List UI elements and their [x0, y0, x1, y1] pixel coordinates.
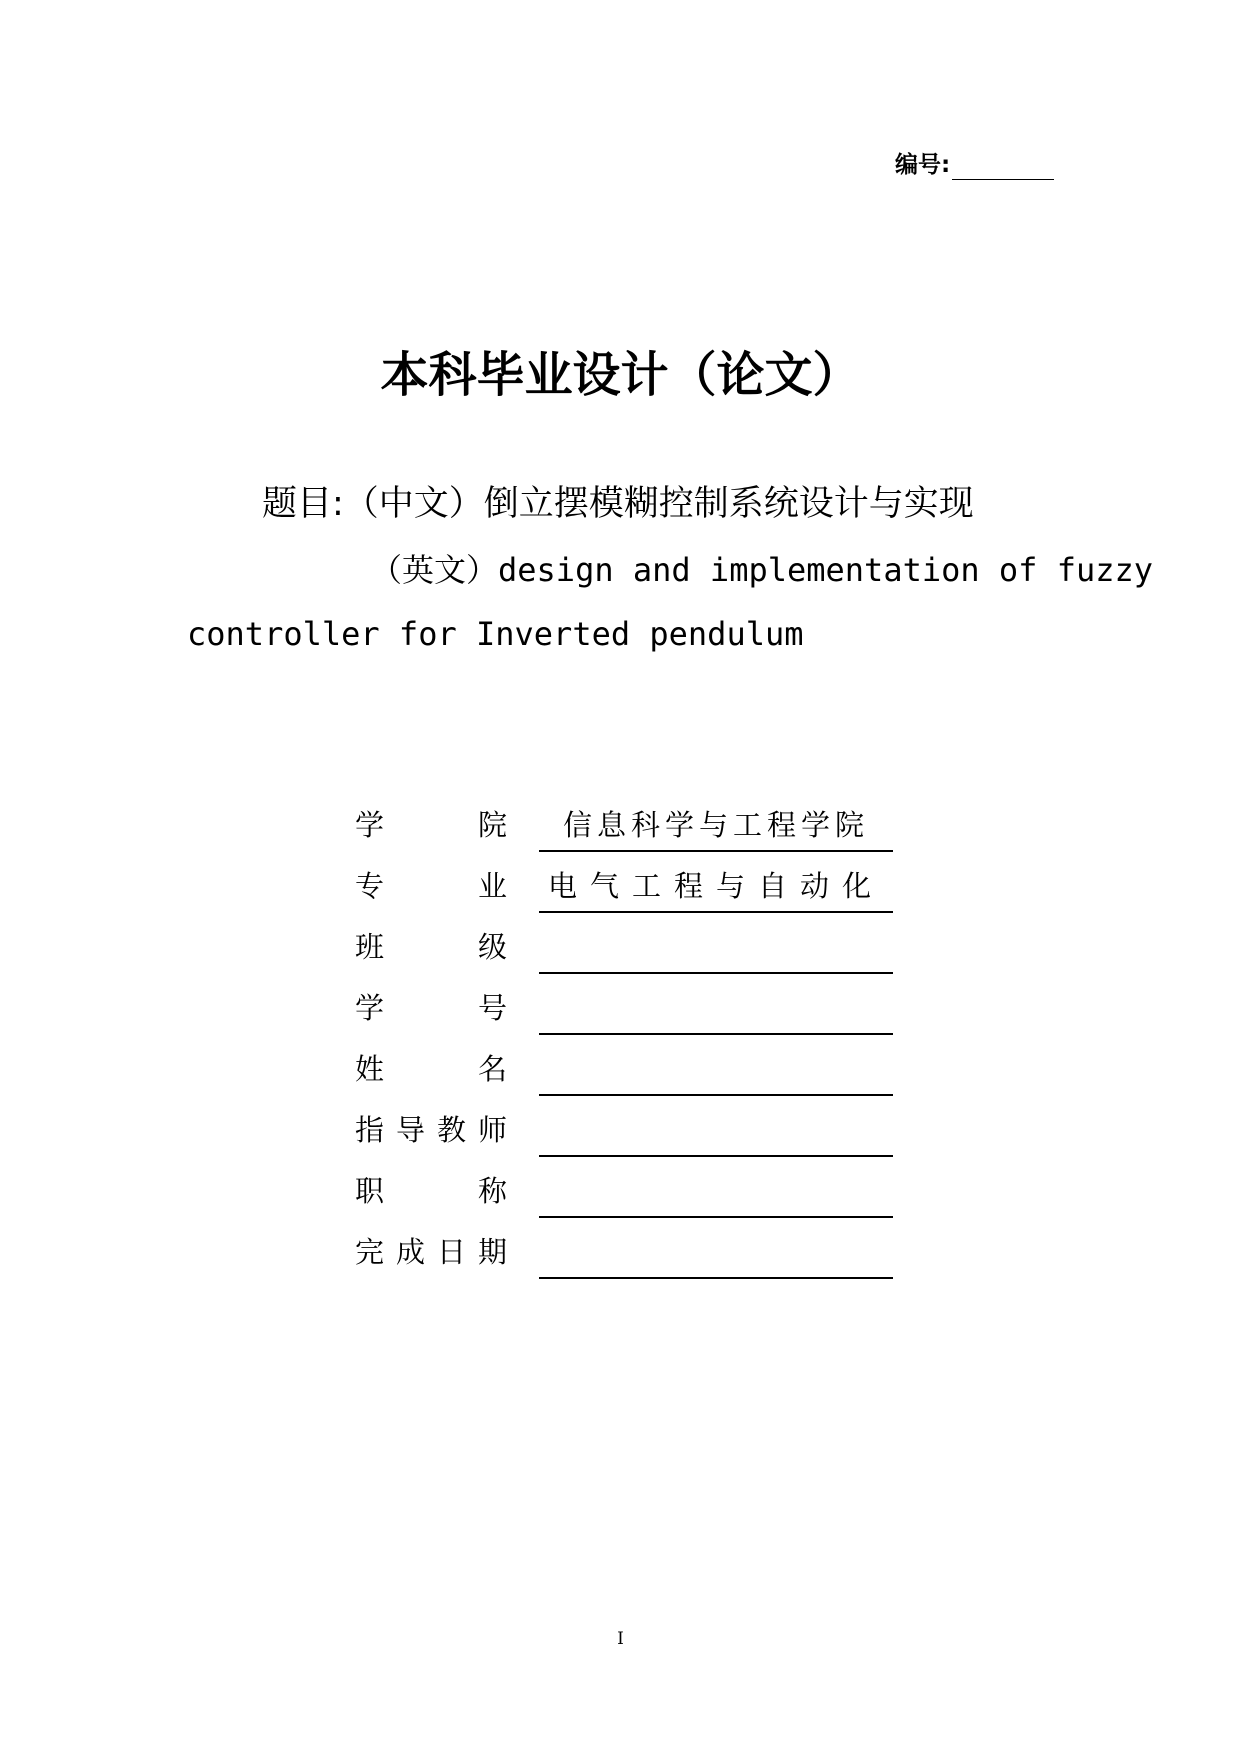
topic-english-line-1: （英文）design and implementation of fuzzy: [370, 551, 1154, 589]
info-value-name: [539, 1049, 893, 1096]
info-label-char: 班: [355, 930, 385, 964]
info-label-char: 名: [477, 1052, 507, 1086]
info-value-class: [539, 927, 893, 974]
page-number: I: [617, 1629, 624, 1649]
info-value-completion-date: [539, 1232, 893, 1279]
info-row-class: [355, 919, 895, 980]
info-label-char: 教: [436, 1113, 466, 1147]
info-label-char: 成: [395, 1235, 425, 1269]
info-value-title: [539, 1171, 893, 1218]
info-value-college: 信息科学与工程学院: [539, 805, 893, 852]
info-label-char: 导: [395, 1113, 425, 1147]
info-label-char: 称: [477, 1174, 507, 1208]
info-row-advisor: [355, 1102, 895, 1163]
serial-number: [895, 150, 1054, 180]
info-label-class: [355, 927, 507, 967]
info-row-college: [355, 797, 895, 858]
info-label-char: 学: [355, 991, 385, 1025]
info-label-major: [355, 866, 507, 906]
page-title: 本科毕业设计（论文）: [380, 347, 861, 403]
info-label-char: 日: [436, 1235, 466, 1269]
serial-number-blank: [952, 153, 1054, 180]
info-label-char: 号: [477, 991, 507, 1025]
info-label-char: 级: [477, 930, 507, 964]
info-label-college: [355, 805, 507, 845]
info-value-student-id: [539, 988, 893, 1035]
info-label-char: 姓: [355, 1052, 385, 1086]
info-label-char: 完: [355, 1235, 385, 1269]
info-label-char: 期: [477, 1235, 507, 1269]
info-value-advisor: [539, 1110, 893, 1157]
info-label-char: 学: [355, 808, 385, 842]
info-row-student-id: [355, 980, 895, 1041]
serial-number-label: 编号:: [895, 152, 951, 178]
info-label-title: [355, 1171, 507, 1211]
info-label-char: 指: [355, 1113, 385, 1147]
info-label-char: 专: [355, 869, 385, 903]
info-label-char: 业: [477, 869, 507, 903]
info-row-name: [355, 1041, 895, 1102]
info-label-completion-date: [355, 1232, 507, 1272]
topic-chinese: 题目:（中文）倒立摆模糊控制系统设计与实现: [262, 484, 974, 524]
info-label-char: 师: [477, 1113, 507, 1147]
student-info-table: [355, 797, 895, 1285]
info-label-char: 院: [477, 808, 507, 842]
info-row-completion-date: [355, 1224, 895, 1285]
info-label-name: [355, 1049, 507, 1089]
info-label-char: 职: [355, 1174, 385, 1208]
info-label-student-id: [355, 988, 507, 1028]
info-row-major: [355, 858, 895, 919]
topic-english-line-2: controller for Inverted pendulum: [187, 615, 804, 653]
info-label-advisor: [355, 1110, 507, 1150]
info-row-title: [355, 1163, 895, 1224]
info-value-major: 电气工程与自动化: [539, 866, 893, 913]
